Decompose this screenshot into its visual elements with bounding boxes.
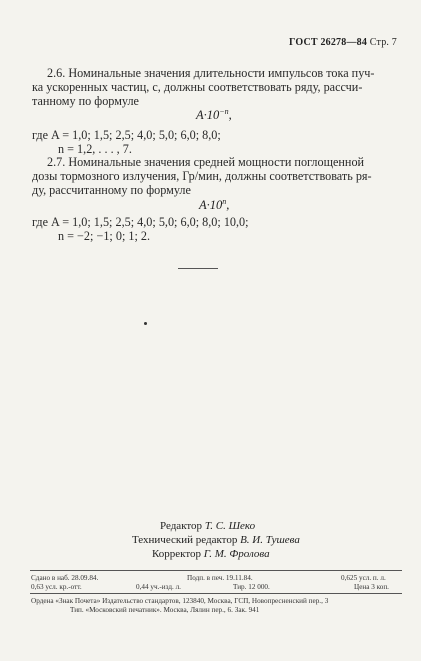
imprint-circulation: Тир. 12 000. xyxy=(233,583,270,591)
section-2-6-line3: танному по формуле xyxy=(32,94,139,108)
section-2-7-line2: дозы тормозного излучения, Гр/мин, должны соответствовать ря- xyxy=(32,169,372,183)
imprint-bottom-rule xyxy=(30,593,402,594)
formula-2-6 xyxy=(196,107,232,123)
section-2-7-n-range: n = −2; −1; 0; 1; 2. xyxy=(58,229,151,243)
credit-corrector-role: Корректор xyxy=(152,548,202,560)
section-2-7-where: где A = 1,0; 1,5; 2,5; 4,0; 5,0; 6,0; 8,0; 10,0; xyxy=(32,215,249,229)
standard-number: ГОСТ 26278—84 xyxy=(289,37,368,48)
imprint-publisher-line2: Тип. «Московский печатник». Москва, Лялин пер., 6. Зак. 941 xyxy=(70,606,260,614)
page-header xyxy=(289,37,397,48)
imprint-print-sheets: 0,625 усл. п. л. xyxy=(341,574,386,582)
section-2-7-line1: 2.7. Номинальные значения средней мощности поглощенной xyxy=(47,155,365,169)
formula-2-7 xyxy=(199,197,229,213)
section-2-6-line2: ка ускоренных частиц, с, должны соответствовать ряду, рассчи- xyxy=(32,80,363,94)
stray-dot xyxy=(144,322,147,325)
section-2-6-where: где A = 1,0; 1,5; 2,5; 4,0; 5,0; 6,0; 8,0; xyxy=(32,128,221,142)
section-divider xyxy=(178,268,218,269)
formula-2-7-tail: , xyxy=(226,198,230,213)
imprint-submitted: Сдано в наб. 28.09.84. xyxy=(31,574,99,582)
credit-editor-name: Т. С. Шеко xyxy=(204,520,256,532)
credit-corrector xyxy=(152,548,270,562)
imprint-publisher-sheets: 0,44 уч.-изд. л. xyxy=(136,583,181,591)
credit-tech-editor xyxy=(132,534,300,548)
formula-2-6-exponent: −n xyxy=(219,107,229,116)
imprint-color-prints: 0,63 усл. кр.-отт. xyxy=(31,583,82,591)
credit-editor xyxy=(160,520,255,534)
imprint-publisher-line1: Ордена «Знак Почета» Издательство стандартов, 123840, Москва, ГСП, Новопресненский пер., 3 xyxy=(31,597,329,605)
imprint-top-rule xyxy=(30,570,402,571)
section-2-7-line3: ду, рассчитанному по формуле xyxy=(32,183,191,197)
imprint-price: Цена 3 коп. xyxy=(354,583,389,591)
formula-2-7-base: A·10 xyxy=(199,198,223,213)
credit-tech-editor-role: Технический редактор xyxy=(132,534,238,546)
credit-tech-editor-name: В. И. Тушева xyxy=(240,534,300,546)
section-2-6-n-range: n = 1,2, . . . , 7. xyxy=(58,142,132,156)
imprint-signed: Подп. в печ. 19.11.84. xyxy=(187,574,253,582)
credit-corrector-name: Г. М. Фролова xyxy=(203,548,270,560)
credit-editor-role: Редактор xyxy=(160,520,203,532)
section-2-6-line1: 2.6. Номинальные значения длительности импульсов тока пуч- xyxy=(47,66,375,80)
formula-2-6-tail: , xyxy=(228,108,232,123)
page-number: Стр. 7 xyxy=(369,37,397,48)
formula-2-6-base: A·10 xyxy=(196,108,220,123)
formula-2-7-exponent: n xyxy=(222,197,227,206)
